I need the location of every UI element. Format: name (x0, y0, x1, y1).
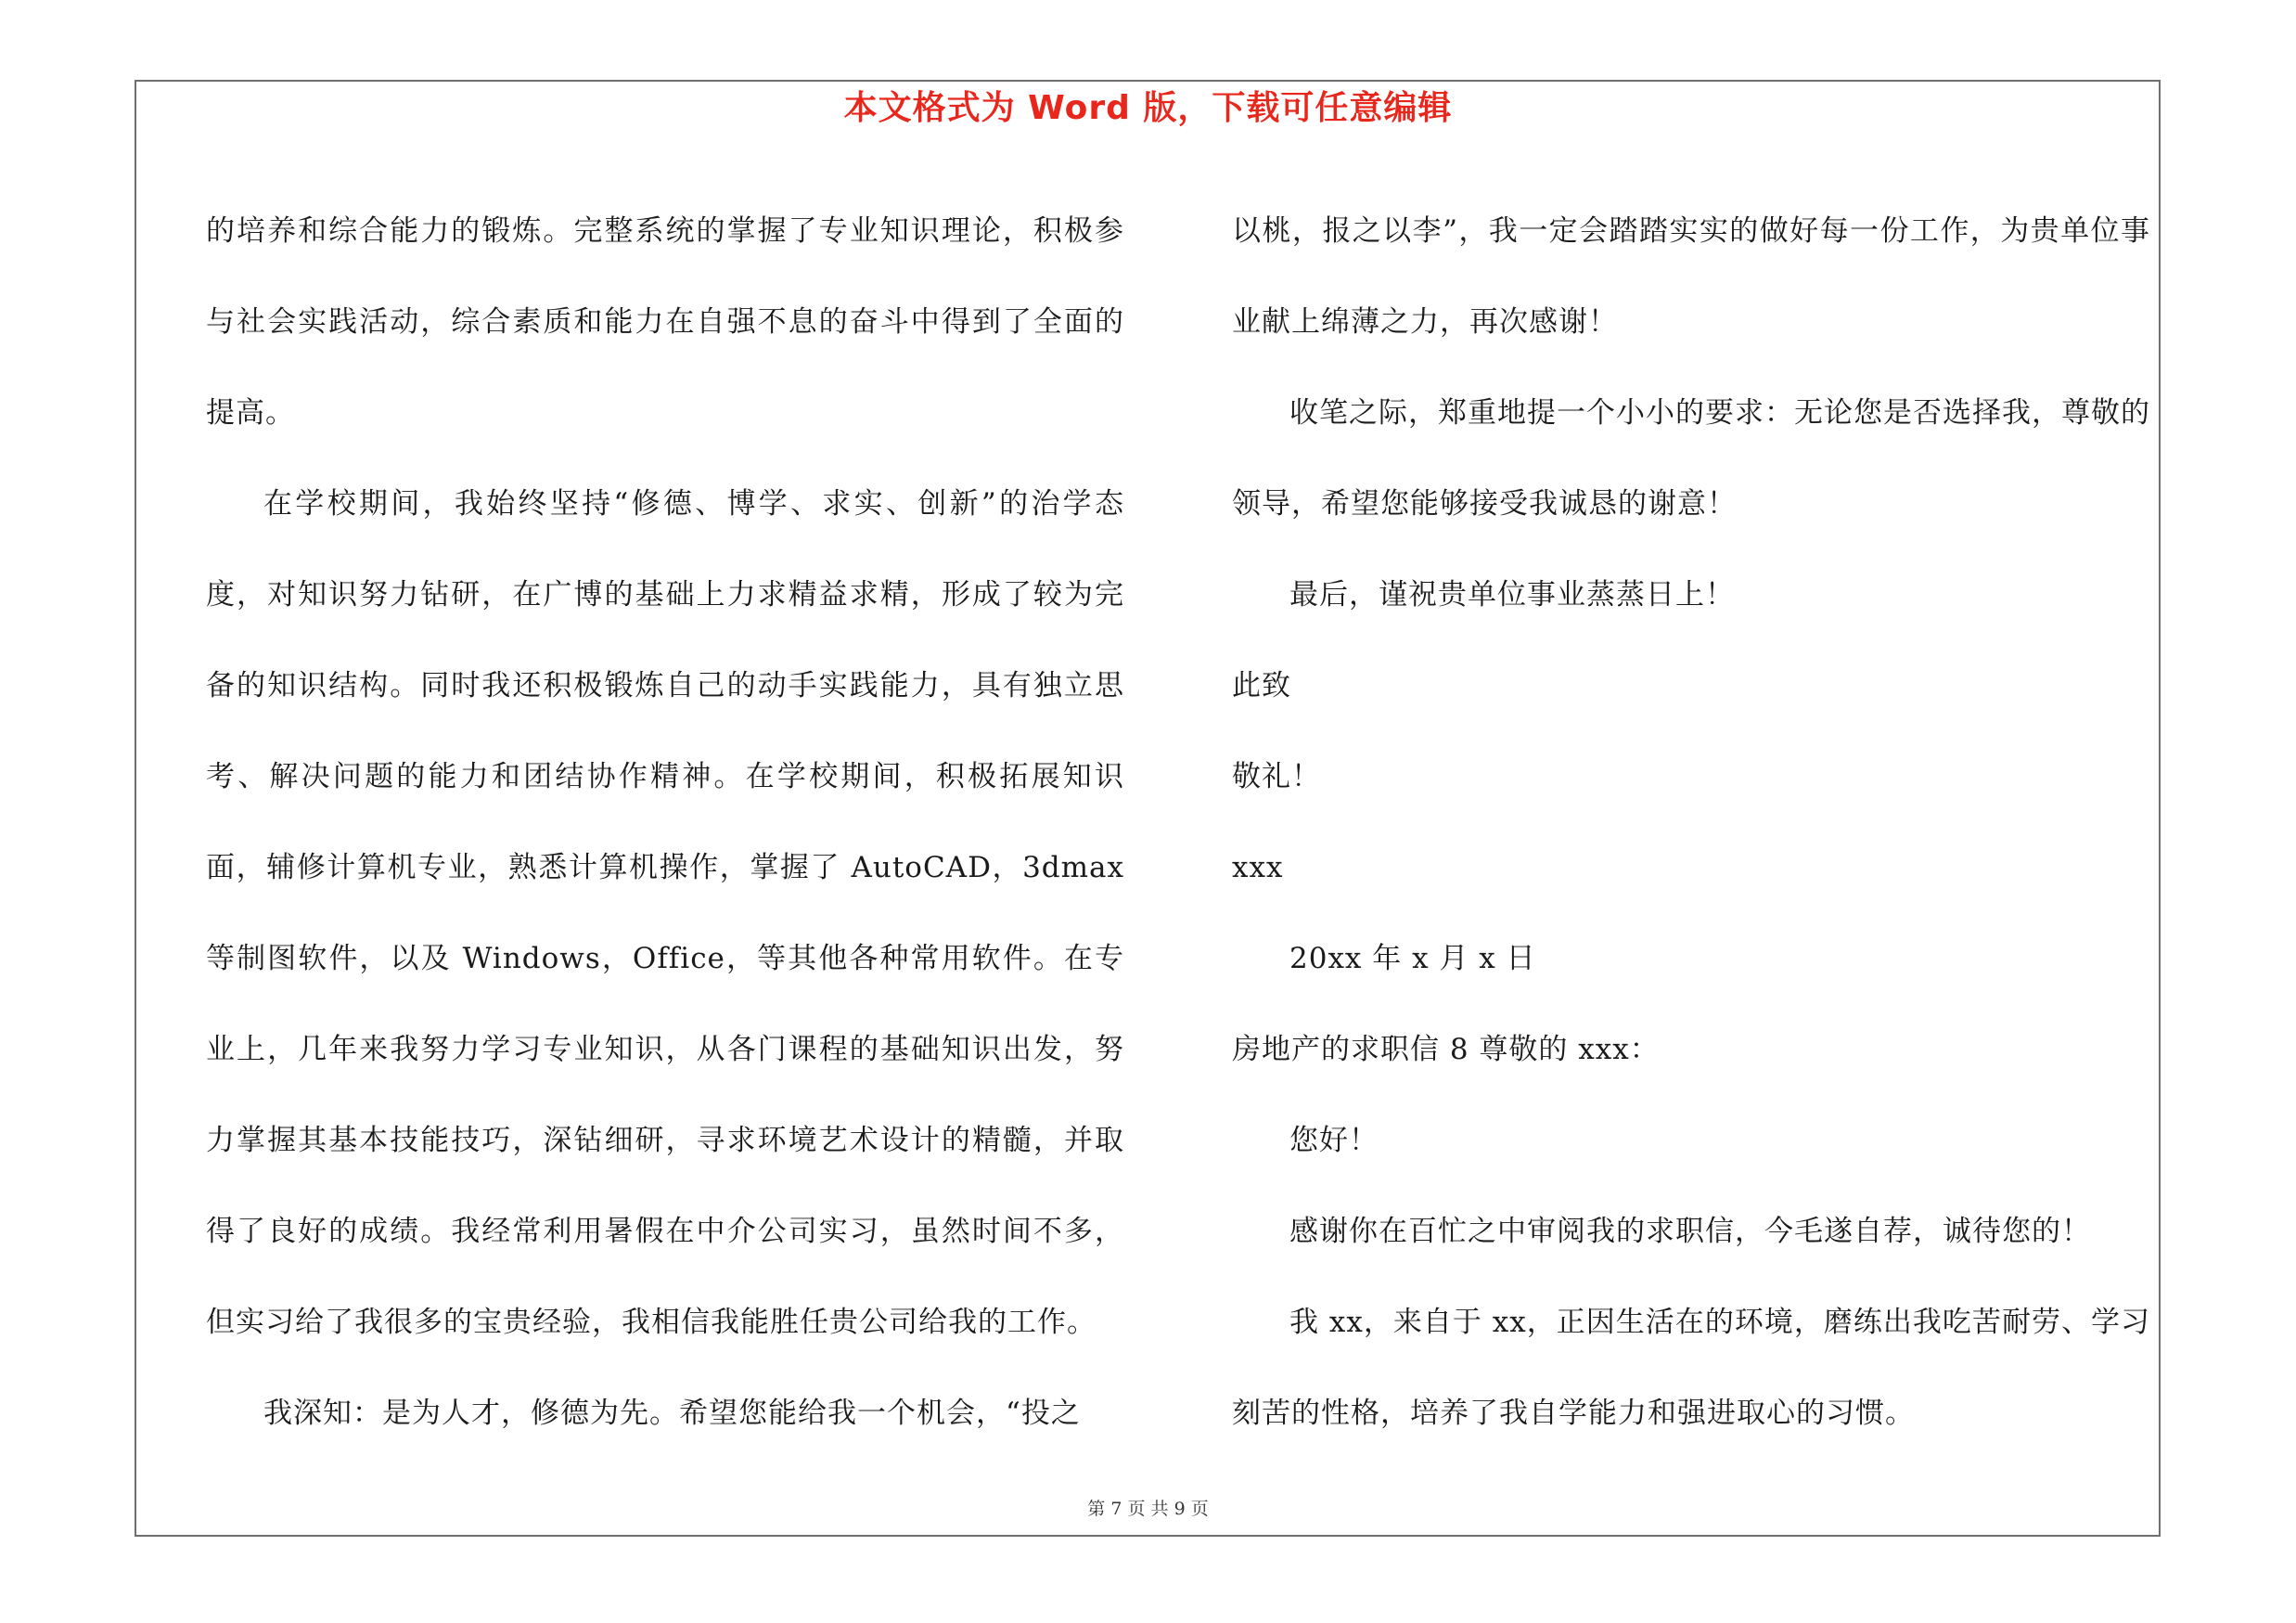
date-line: 20xx 年 x 月 x 日 (1289, 942, 1536, 975)
paragraph: 收笔之际，郑重地提一个小小的要求：无论您是否选择我，尊敬的领导，希望您能够接受我诚恳的谢意！ (1232, 396, 2150, 521)
paragraph: 我 xx，来自于 xx，正因生活在的环境，磨练出我吃苦耐劳、学习刻苦的性格，培养了我自学能力和强进取心的习惯。 (1232, 1306, 2150, 1430)
letter-heading: 房地产的求职信 8 尊敬的 xxx： (1232, 1033, 1660, 1066)
paragraph: 在学校期间，我始终坚持“修德、博学、求实、创新”的治学态度，对知识努力钻研，在广博的基础上力求精益求精，形成了较为完备的知识结构。同时我还积极锻炼自己的动手实践能力，具有独立思考、解决问题的能力和团结协作精神。在学校期间，积极拓展知识面，辅修计算机专业，熟悉计算机操作，掌握了 AutoCAD，3dmax 等制图软件，以及 Windows，Office，等其他各种常用软件。在专业上，几年来我努力学习专业知识，从各门课程的基础知识出发，努力掌握其基本技能技巧，深钻细研，寻求环境艺术设计的精髓，并取得了良好的成绩。我经常利用暑假在中介公司实习，虽然时间不多，但实习给了我很多的宝贵经验，我相信我能胜任贵公司给我的工作。 (206, 487, 1124, 1339)
greeting: 您好！ (1289, 1124, 1379, 1157)
paragraph: 我深知：是为人才，修德为先。希望您能给我一个机会，“投之 (263, 1397, 1081, 1430)
right-column (1232, 186, 2150, 1459)
footer-prefix: 第 (1087, 1499, 1106, 1519)
footer-total-pages: 9 (1174, 1499, 1186, 1519)
paragraph: 的培养和综合能力的锻炼。完整系统的掌握了专业知识理论，积极参与社会实践活动，综合素质和能力在自强不息的奋斗中得到了全面的提高。 (206, 214, 1124, 430)
signature: xxx (1232, 851, 1284, 884)
page-footer (0, 1496, 2296, 1522)
closing-salutation: 敬礼！ (1232, 760, 1321, 793)
left-column (206, 186, 1124, 1459)
closing-line: 此致 (1232, 669, 1291, 702)
footer-middle: 页 共 (1127, 1499, 1169, 1519)
footer-suffix: 页 (1190, 1499, 1209, 1519)
paragraph: 最后，谨祝贵单位事业蒸蒸日上！ (1289, 578, 1735, 612)
footer-page-number: 7 (1110, 1499, 1122, 1519)
paragraph: 感谢你在百忙之中审阅我的求职信，今毛遂自荐，诚待您的！ (1289, 1215, 2091, 1248)
format-banner: 本文格式为 Word 版，下载可任意编辑 (843, 89, 1453, 127)
paragraph: 以桃，报之以李”，我一定会踏踏实实的做好每一份工作，为贵单位事业献上绵薄之力，再次感谢！ (1232, 214, 2150, 339)
